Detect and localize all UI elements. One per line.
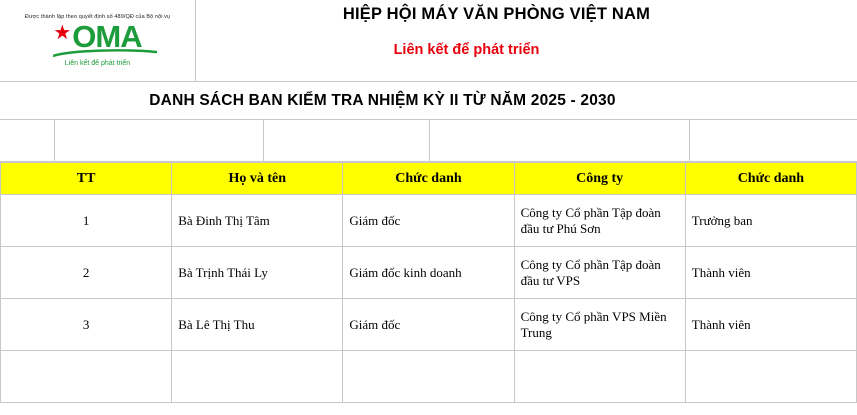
cell-name: Bà Lê Thị Thu bbox=[172, 299, 343, 351]
association-slogan: Liên kết để phát triển bbox=[393, 42, 540, 58]
column-header-role: Chức danh bbox=[343, 163, 514, 195]
header-title-block bbox=[196, 0, 857, 82]
cell-role: Giám đốc kinh doanh bbox=[343, 247, 514, 299]
association-title: HIỆP HỘI MÁY VĂN PHÒNG VIỆT NAM bbox=[342, 5, 651, 23]
column-header-name: Họ và tên bbox=[172, 163, 343, 195]
cell-role: Giám đốc bbox=[343, 195, 514, 247]
cell-tt: 2 bbox=[1, 247, 172, 299]
cell-tt: 3 bbox=[1, 299, 172, 351]
cell-position bbox=[685, 351, 856, 403]
cell-company: Công ty Cổ phần VPS Miền Trung bbox=[514, 299, 685, 351]
cell-name bbox=[172, 351, 343, 403]
cell-position: Thành viên bbox=[685, 299, 856, 351]
table-row bbox=[1, 351, 857, 403]
page-title: DANH SÁCH BAN KIỂM TRA NHIỆM KỲ II TỪ NĂM 2025 - 2030 bbox=[149, 92, 616, 109]
cell-tt: 1 bbox=[1, 195, 172, 247]
star-icon: ★ bbox=[53, 21, 72, 44]
logo-wordmark-group bbox=[53, 21, 141, 52]
column-header-tt: TT bbox=[1, 163, 172, 195]
logo-wordmark: OMA bbox=[72, 19, 142, 54]
logo-decree-text: Được thành lập theo quyết định số 489/QĐ của Bộ nội vụ bbox=[24, 14, 171, 20]
table-row bbox=[1, 195, 857, 247]
table-row bbox=[1, 299, 857, 351]
logo-slogan: Liên kết để phát triển bbox=[64, 60, 131, 67]
document-title-row bbox=[0, 82, 857, 120]
document-header bbox=[0, 0, 857, 120]
cell-tt bbox=[1, 351, 172, 403]
cell-role: Giám đốc bbox=[343, 299, 514, 351]
column-header-position: Chức danh bbox=[685, 163, 856, 195]
cell-name: Bà Đinh Thị Tâm bbox=[172, 195, 343, 247]
cell-company bbox=[514, 351, 685, 403]
table-header-row bbox=[1, 163, 857, 195]
cell-company: Công ty Cổ phần Tập đoàn đầu tư Phú Sơn bbox=[514, 195, 685, 247]
blank-spacer-row bbox=[0, 120, 857, 162]
table-row bbox=[1, 247, 857, 299]
cell-company: Công ty Cổ phần Tập đoàn đầu tư VPS bbox=[514, 247, 685, 299]
cell-role bbox=[343, 351, 514, 403]
cell-name: Bà Trịnh Thái Ly bbox=[172, 247, 343, 299]
cell-position: Thành viên bbox=[685, 247, 856, 299]
column-header-company: Công ty bbox=[514, 163, 685, 195]
members-table bbox=[0, 162, 857, 403]
cell-position: Trưởng ban bbox=[685, 195, 856, 247]
